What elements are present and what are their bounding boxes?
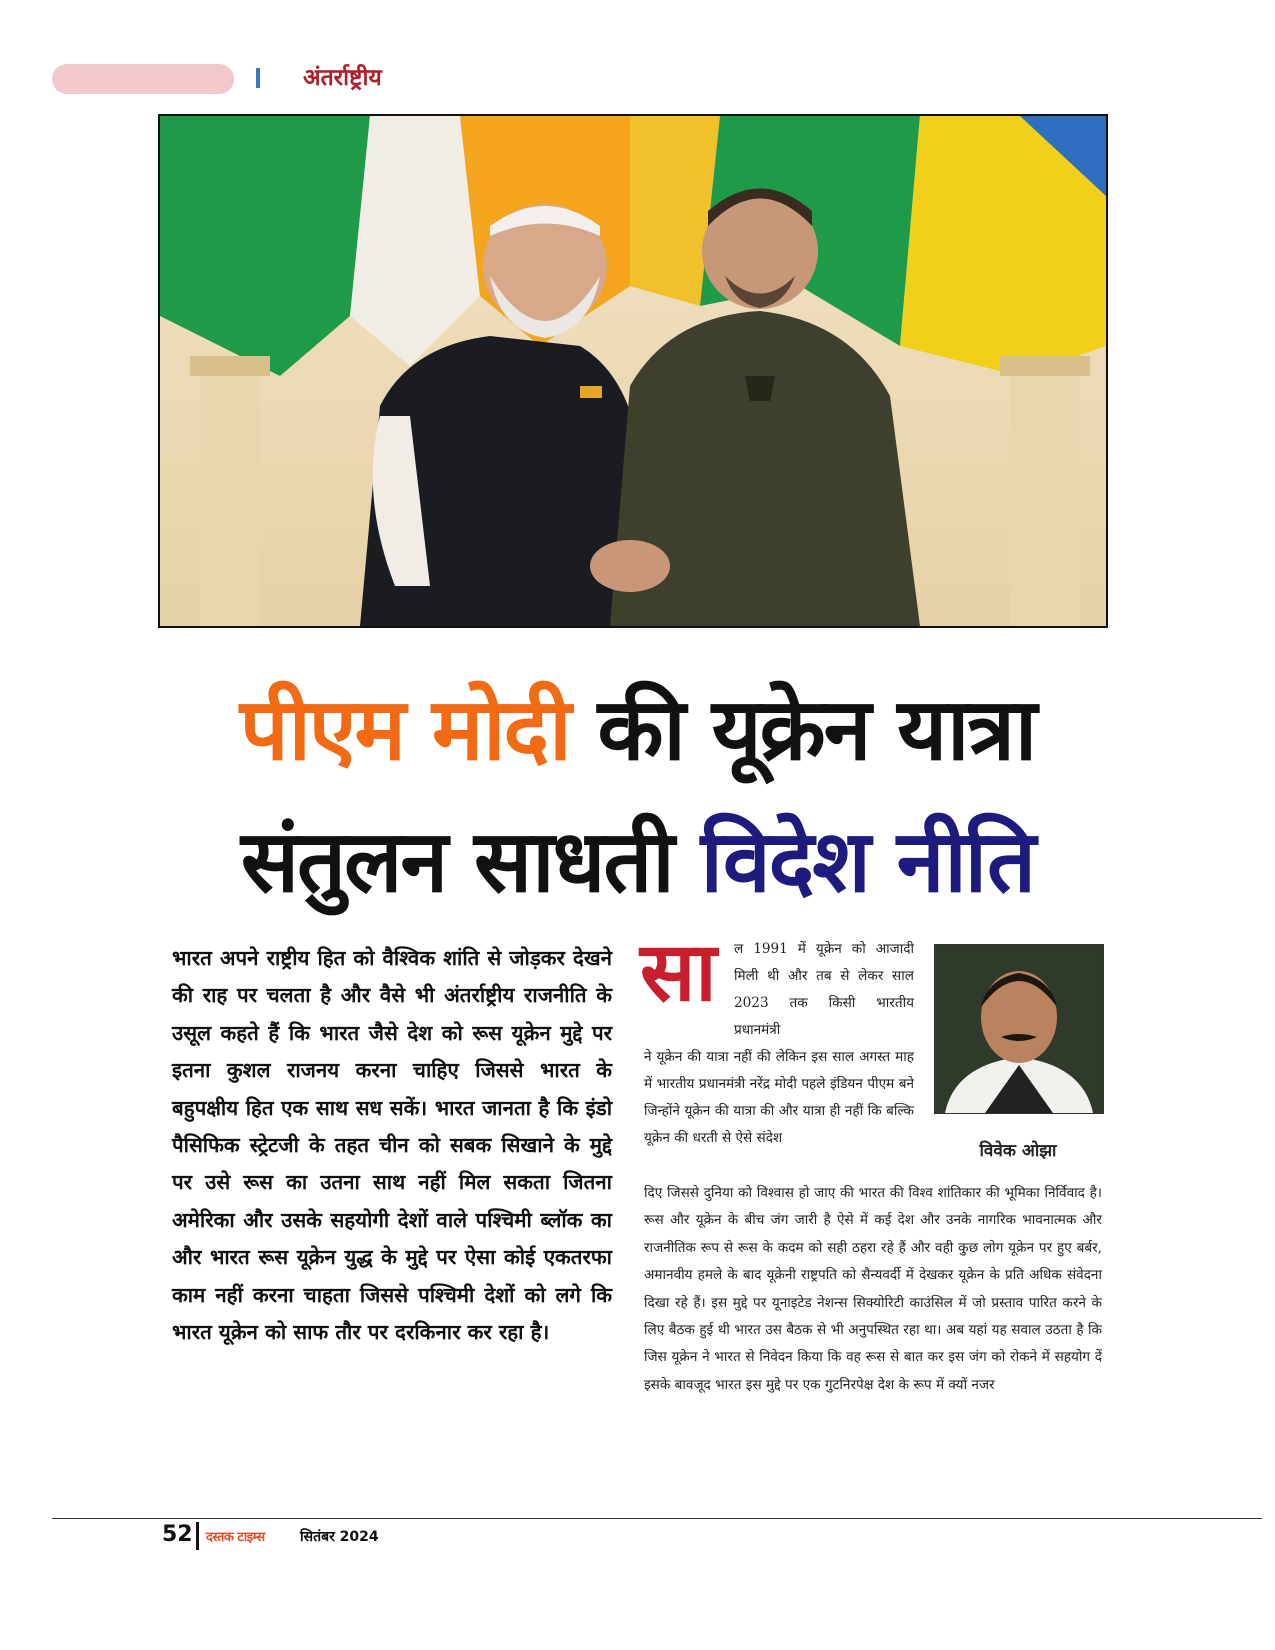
article-body-continued: दिए जिससे दुनिया को विश्वास हो जाए की भारत की विश्व शांतिकार की भूमिका निर्विवाद है। रूस और यूक्रेन के बीच जंग जारी है ऐसे में कई देश और उनके नागरिक भावनात्मक और राजनीतिक रूप से रूस के कदम को सही ठहरा रहे हैं और वही कुछ लोग यूक्रेन पर हुए बर्बर, अमानवीय हमले के बाद यूक्रेनी राष्ट्रपति को सैन्यवर्दी में देखकर यूक्रेन के प्रति अधिक संवेदना दिखा रहे हैं। इस मुद्दे पर यूनाइटेड नेशन्स सिक्योरिटी काउंसिल में जो प्रस्ताव पारित करने के लिए बैठक हुई थी भारत उस बैठक से भी अनुपस्थित रहा था। अब यहां यह सवाल उठता है कि जिस यूक्रेन ने भारत से निवेदन किया कि वह रूस से बात कर इस जंग को रोकने में सहयोग दें इसके बावजूद भारत इस मुद्दे पर एक गुटनिरपेक्ष देश के रूप में क्यों नजर [644,1185,1102,1393]
headline-highlight-orange: पीएम मोदी [239,680,570,780]
intro-paragraph: भारत अपने राष्ट्रीय हित को वैश्विक शांति से जोड़कर देखने की राह पर चलता है और वैसे भी अंतर्राष्ट्रीय राजनीति के उसूल कहते हैं कि भारत जैसे देश को रूस यूक्रेन मुद्दे पर इतना कुशल राजनय करना चाहिए जिससे भारत के बहुपक्षीय हित एक साथ सध सकें। भारत जानता है कि इंडो पैसिफिक स्ट्रेटजी के तहत चीन को सबक सिखाने के मुद्दे पर उसे रूस का उतना साथ नहीं मिल सकता जितना अमेरिका और उसके सहयोगी देशों वाले पश्चिमी ब्लॉक का और भारत रूस यूक्रेन युद्ध के मुद्दे पर ऐसा कोई एकतरफा काम नहीं करना चाहता जिससे पश्चिमी देशों को लगे कि भारत यूक्रेन को साफ तौर पर दरकिनार कर रहा है। [172,946,612,1345]
headline-line-1 [0,668,1275,785]
footer-separator [196,1522,199,1550]
author-name: विवेक ओझा [979,1141,1057,1161]
drop-cap: सा [640,925,717,1020]
magazine-name: दस्तक टाइम्स [206,1530,265,1545]
section-separator [256,68,260,88]
headline-text: संतुलन साधती [240,812,701,912]
article-body-middle: ने यूक्रेन की यात्रा नहीं की लेकिन इस साल अगस्त माह में भारतीय प्रधानमंत्री नरेंद्र मोदी पहले इंडियन पीएम बने जिन्होंने यूक्रेन की यात्रा की और यात्रा ही नहीं कि बल्कि यूक्रेन की धरती से ऐसे संदेश [644,1049,914,1146]
footer-rule [52,1518,1262,1519]
section-label: अंतर्राष्ट्रीय [303,65,382,91]
section-pill [52,64,234,94]
author-portrait-icon [934,944,1104,1114]
lead-photo [158,114,1108,628]
headline-text: की यूक्रेन यात्रा [569,680,1036,780]
headline-line-2 [0,800,1275,917]
issue-date: सितंबर 2024 [300,1529,379,1545]
handshake-photo-icon [160,116,1106,626]
page-number: 52 [162,1522,193,1547]
article-body-top: ल 1991 में यूक्रेन को आजादी मिली थी और तब से लेकर साल 2023 तक किसी भारतीय प्रधानमंत्री [734,941,914,1038]
headline-highlight-navy: विदेश नीति [700,812,1035,912]
